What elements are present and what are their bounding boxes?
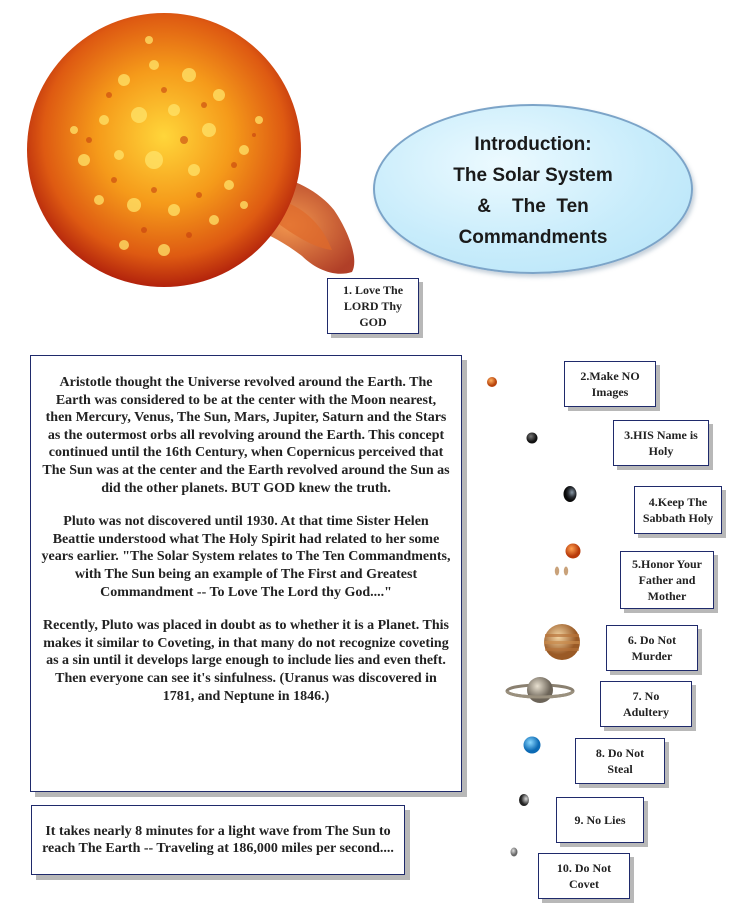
commandment-8-label: 8. Do Not Steal xyxy=(595,746,645,776)
venus-icon xyxy=(525,431,539,445)
commandment-7-label: 7. No Adultery xyxy=(623,689,669,719)
title-line-2: The Solar System xyxy=(453,165,613,186)
title-oval xyxy=(373,104,693,274)
commandment-2-box xyxy=(564,361,656,407)
uranus-icon xyxy=(522,735,542,755)
title-line-1: Introduction: xyxy=(474,134,592,155)
history-paragraph-1: Aristotle thought the Universe revolved around the Earth. The Earth was considered to be at the center with the Moon nearest, then Mercury, Venus, The Sun, Mars, Jupiter, Saturn and the Stars as the outermost orbs all revolving around the Earth. This concept continued until the 16th Century, when Copernicus perceived that The Sun was at the center and the Earth revolved around the Sun as did the other planets. BUT GOD knew the truth. xyxy=(42,375,450,496)
history-paragraph-3: Recently, Pluto was placed in doubt as to whether it is a Planet. This makes it similar to Coveting, in that many do not recognize coveting as a sin until it develops large enough to include lies and even theft. Then everyone can see it's sinfulness. (Uranus was discovered in 1781, and Neptune in 1846.) xyxy=(43,618,449,704)
light-travel-text: It takes nearly 8 minutes for a light wave from The Sun to reach The Earth -- Traveling at 186,000 miles per second.... xyxy=(42,824,394,856)
commandment-5-label: 5.Honor Your Father and Mother xyxy=(631,557,702,603)
title-line-3: & The Ten xyxy=(477,196,589,217)
asteroid-pair-icon xyxy=(552,564,572,578)
title-line-4: Commandments xyxy=(458,227,608,248)
commandment-1-label: 1. Love The LORD Thy GOD xyxy=(342,283,404,329)
commandment-10-box xyxy=(538,853,630,899)
commandment-9-box xyxy=(556,797,644,843)
commandment-8-box xyxy=(575,738,665,784)
commandment-6-label: 6. Do Not Murder xyxy=(627,633,677,663)
commandment-5-box xyxy=(620,551,714,609)
pluto-icon xyxy=(509,846,519,858)
commandment-1-box xyxy=(327,278,419,334)
commandment-4-box xyxy=(634,486,722,534)
light-travel-box xyxy=(31,805,405,875)
neptune-icon xyxy=(517,792,531,808)
commandment-2-label: 2.Make NO Images xyxy=(580,369,640,399)
commandment-6-box xyxy=(606,625,698,671)
commandment-9-label: 9. No Lies xyxy=(574,813,626,827)
commandment-10-label: 10. Do Not Covet xyxy=(556,861,612,891)
sun-image xyxy=(14,10,374,300)
saturn-icon xyxy=(505,674,575,708)
history-text-box xyxy=(30,355,462,792)
commandment-7-box xyxy=(600,681,692,727)
commandment-3-label: 3.HIS Name is Holy xyxy=(624,428,698,458)
history-paragraph-2: Pluto was not discovered until 1930. At that time Sister Helen Beattie understood what The Holy Spirit had related to her some years earlier. "The Solar System relates to The Ten Commandments, with The Sun being an example of The First and Greatest Commandment -- To Love The Lord thy God...." xyxy=(41,514,451,600)
jupiter-icon xyxy=(542,622,582,662)
commandment-3-box xyxy=(613,420,709,466)
earth-icon xyxy=(562,485,578,503)
mercury-icon xyxy=(486,376,498,388)
commandment-4-label: 4.Keep The Sabbath Holy xyxy=(642,495,714,525)
mars-icon xyxy=(564,542,582,560)
